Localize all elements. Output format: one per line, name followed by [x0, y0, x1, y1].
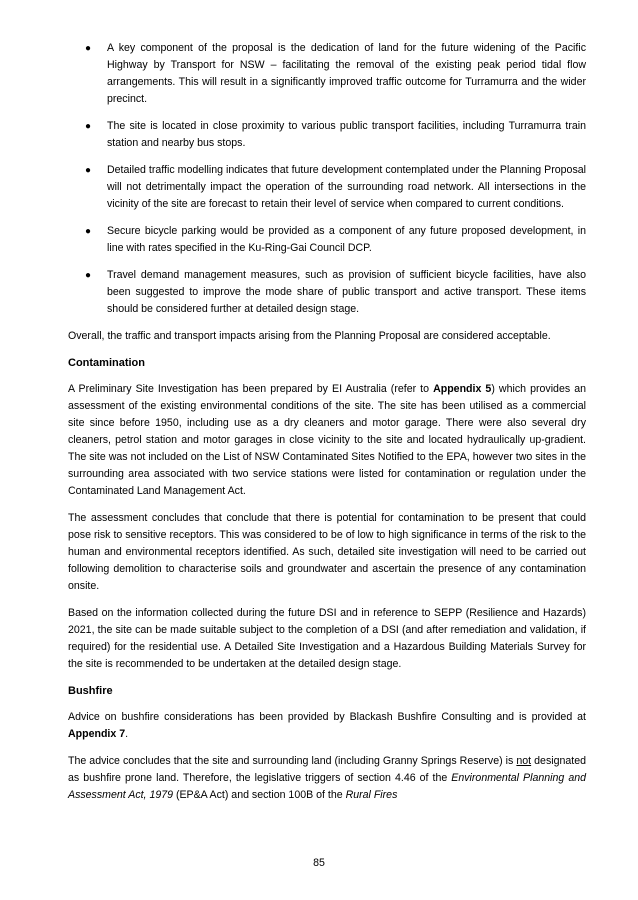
bullet-text: Detailed traffic modelling indicates that future development contemplated under the Planning Proposal will not detrimentally impact the operation of the surrounding road network. All intersections in the vicinity of the site are forecast to retain their level of service when compared to current conditions. [107, 164, 586, 210]
bushfire-paragraph-2: The advice concludes that the site and surrounding land (including Granny Springs Reserve) is not designated as bushfire prone land. Therefore, the legislative triggers of section 4.46 of the Environmental Planning and Assessment Act, 1979 (EP&A Act) and section 100B of the Rural Fires [68, 755, 587, 801]
contamination-paragraph-3: Based on the information collected during the future DSI and in reference to SEPP (Resilience and Hazards) 2021, the site can be made suitable subject to the completion of a DSI (and after remediation and validation, if required) for the residential use. A Detailed Site Investigation and a Hazardous Building Materials Survey for the site is recommended to be undertaken at the detailed design stage. [68, 607, 586, 670]
bullet-text: Secure bicycle parking would be provided as a component of any future proposed development, in line with rates specified in the Ku-Ring-Gai Council DCP. [107, 225, 586, 254]
bullet-text: A key component of the proposal is the dedication of land for the future widening of the Pacific Highway by Transport for NSW – facilitating the removal of the existing peak period tidal flow arrangements. This will result in a significantly improved traffic outcome for Turramurra and the wider precinct. [107, 42, 586, 105]
page-number: 85 [313, 857, 325, 869]
list-item [68, 223, 586, 257]
bullet-icon: ● [85, 165, 92, 176]
act-title: Environmental Planning and Assessment Act, 1979 [68, 772, 586, 801]
document-page [68, 40, 586, 814]
bullet-icon: ● [85, 270, 92, 281]
contamination-paragraph-2: The assessment concludes that conclude that there is potential for contamination to be present that could pose risk to sensitive receptors. This was considered to be of low to high significance in terms of the risk to the human and environmental receptors identified. As such, detailed site investigation will need to be carried out following demolition to characterise soils and groundwater and ascertain the presence of any contamination onsite. [68, 512, 586, 592]
bullet-text: The site is located in close proximity to various public transport facilities, including Turramurra train station and nearby bus stops. [107, 120, 586, 149]
not-emphasis: not [516, 755, 532, 767]
list-item [68, 267, 586, 318]
bushfire-paragraph-1: Advice on bushfire considerations has been provided by Blackash Bushfire Consulting and is provided at Appendix 7. [68, 711, 586, 740]
appendix-7-reference: Appendix 7 [68, 728, 126, 740]
bushfire-heading: Bushfire [68, 685, 113, 697]
bullet-text: Travel demand management measures, such as provision of sufficient bicycle facilities, have also been suggested to improve the mode share of public transport and active transport. These items should be considered further at detailed design stage. [107, 269, 586, 315]
contamination-paragraph-1: A Preliminary Site Investigation has been prepared by EI Australia (refer to Appendix 5) which provides an assessment of the existing environmental conditions of the site. The site has been utilised as a commercial site since before 1950, including use as a dry cleaners and motor garage. There were also several dry cleaners, petrol station and motor garages in close vicinity to the site and located hydraulically up-gradient. The site was not included on the List of NSW Contaminated Sites Notified to the EPA, however two sites in the surrounding area associated with two service stations were listed for contamination or regulation under the Contaminated Land Management Act. [68, 383, 586, 497]
traffic-conclusion: Overall, the traffic and transport impacts arising from the Planning Proposal are considered acceptable. [68, 330, 551, 342]
list-item [68, 118, 586, 152]
traffic-bullet-list [68, 40, 586, 318]
bullet-icon: ● [85, 121, 92, 132]
bullet-icon: ● [85, 43, 92, 54]
list-item [68, 40, 586, 108]
act-title-2: Rural Fires [345, 789, 398, 801]
bullet-icon: ● [85, 226, 92, 237]
appendix-5-reference: Appendix 5 [433, 383, 492, 395]
list-item [68, 162, 586, 213]
contamination-heading: Contamination [68, 357, 145, 369]
